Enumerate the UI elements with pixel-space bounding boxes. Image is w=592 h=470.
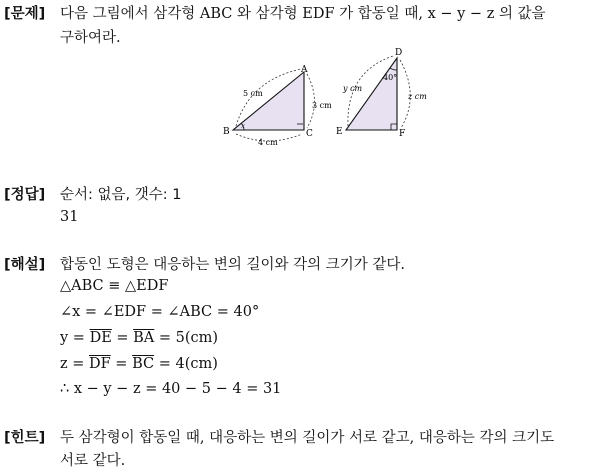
solution-line3-post: = 5(cm) [154, 330, 219, 346]
solution-line1: △ABC ≡ △EDF [60, 278, 169, 294]
vertex-c: C [306, 129, 313, 139]
solution-label: [해설] [4, 257, 46, 273]
side-ab-label: 5 cm [243, 89, 263, 98]
solution-line3-mid: = [111, 330, 134, 346]
side-ac-label: 3 cm [312, 101, 332, 110]
solution-line4-mid: = [110, 356, 133, 372]
angle-x-label: x [241, 122, 245, 130]
hint-label: [힌트] [4, 430, 46, 446]
side-bc-label: 4 cm [258, 138, 278, 147]
answer-value: 31 [60, 209, 79, 225]
hint-text-line1: 두 삼각형이 합동일 때, 대응하는 변의 길이가 서로 같고, 대응하는 각의 크기도 [60, 430, 555, 446]
solution-line2: ∠x = ∠EDF = ∠ABC = 40° [60, 304, 260, 320]
solution-intro: 합동인 도형은 대응하는 변의 길이와 각의 크기가 같다. [60, 257, 406, 273]
vertex-f: F [399, 129, 406, 139]
side-de-label: y cm [343, 84, 363, 93]
angle-40-label: 40° [383, 73, 398, 82]
vertex-a: A [301, 65, 308, 75]
vertex-d: D [395, 48, 403, 58]
vertex-e: E [336, 127, 343, 137]
answer-meta: 순서: 없음, 갯수: 1 [60, 187, 182, 203]
hint-text-line2: 서로 같다. [60, 453, 126, 469]
solution-line4-pre: z = [60, 356, 90, 372]
solution-line4 [60, 356, 218, 372]
answer-label: [정답] [4, 187, 46, 203]
segment-ba: $\overline{BA}$ [133, 330, 155, 346]
vertex-b: B [223, 127, 230, 137]
solution-line4-post: = 4(cm) [154, 356, 218, 372]
problem-text-line1: 다음 그림에서 삼각형 ABC 와 삼각형 EDF 가 합동일 때, x − y − z 의 값을 [60, 6, 546, 22]
segment-bc: $\overline{BC}$ [132, 356, 155, 372]
solution-line3-pre: y = [60, 330, 90, 346]
solution-line5: ∴ x − y − z = 40 − 5 − 4 = 31 [60, 381, 282, 397]
problem-text-line2: 구하여라. [60, 30, 121, 46]
triangle-edf [346, 58, 397, 130]
segment-de: $\overline{DE}$ [89, 330, 112, 346]
segment-df: $\overline{DF}$ [89, 356, 111, 372]
solution-line3 [60, 330, 218, 346]
problem-label: [문제] [4, 6, 46, 22]
side-df-label: z cm [408, 92, 427, 101]
